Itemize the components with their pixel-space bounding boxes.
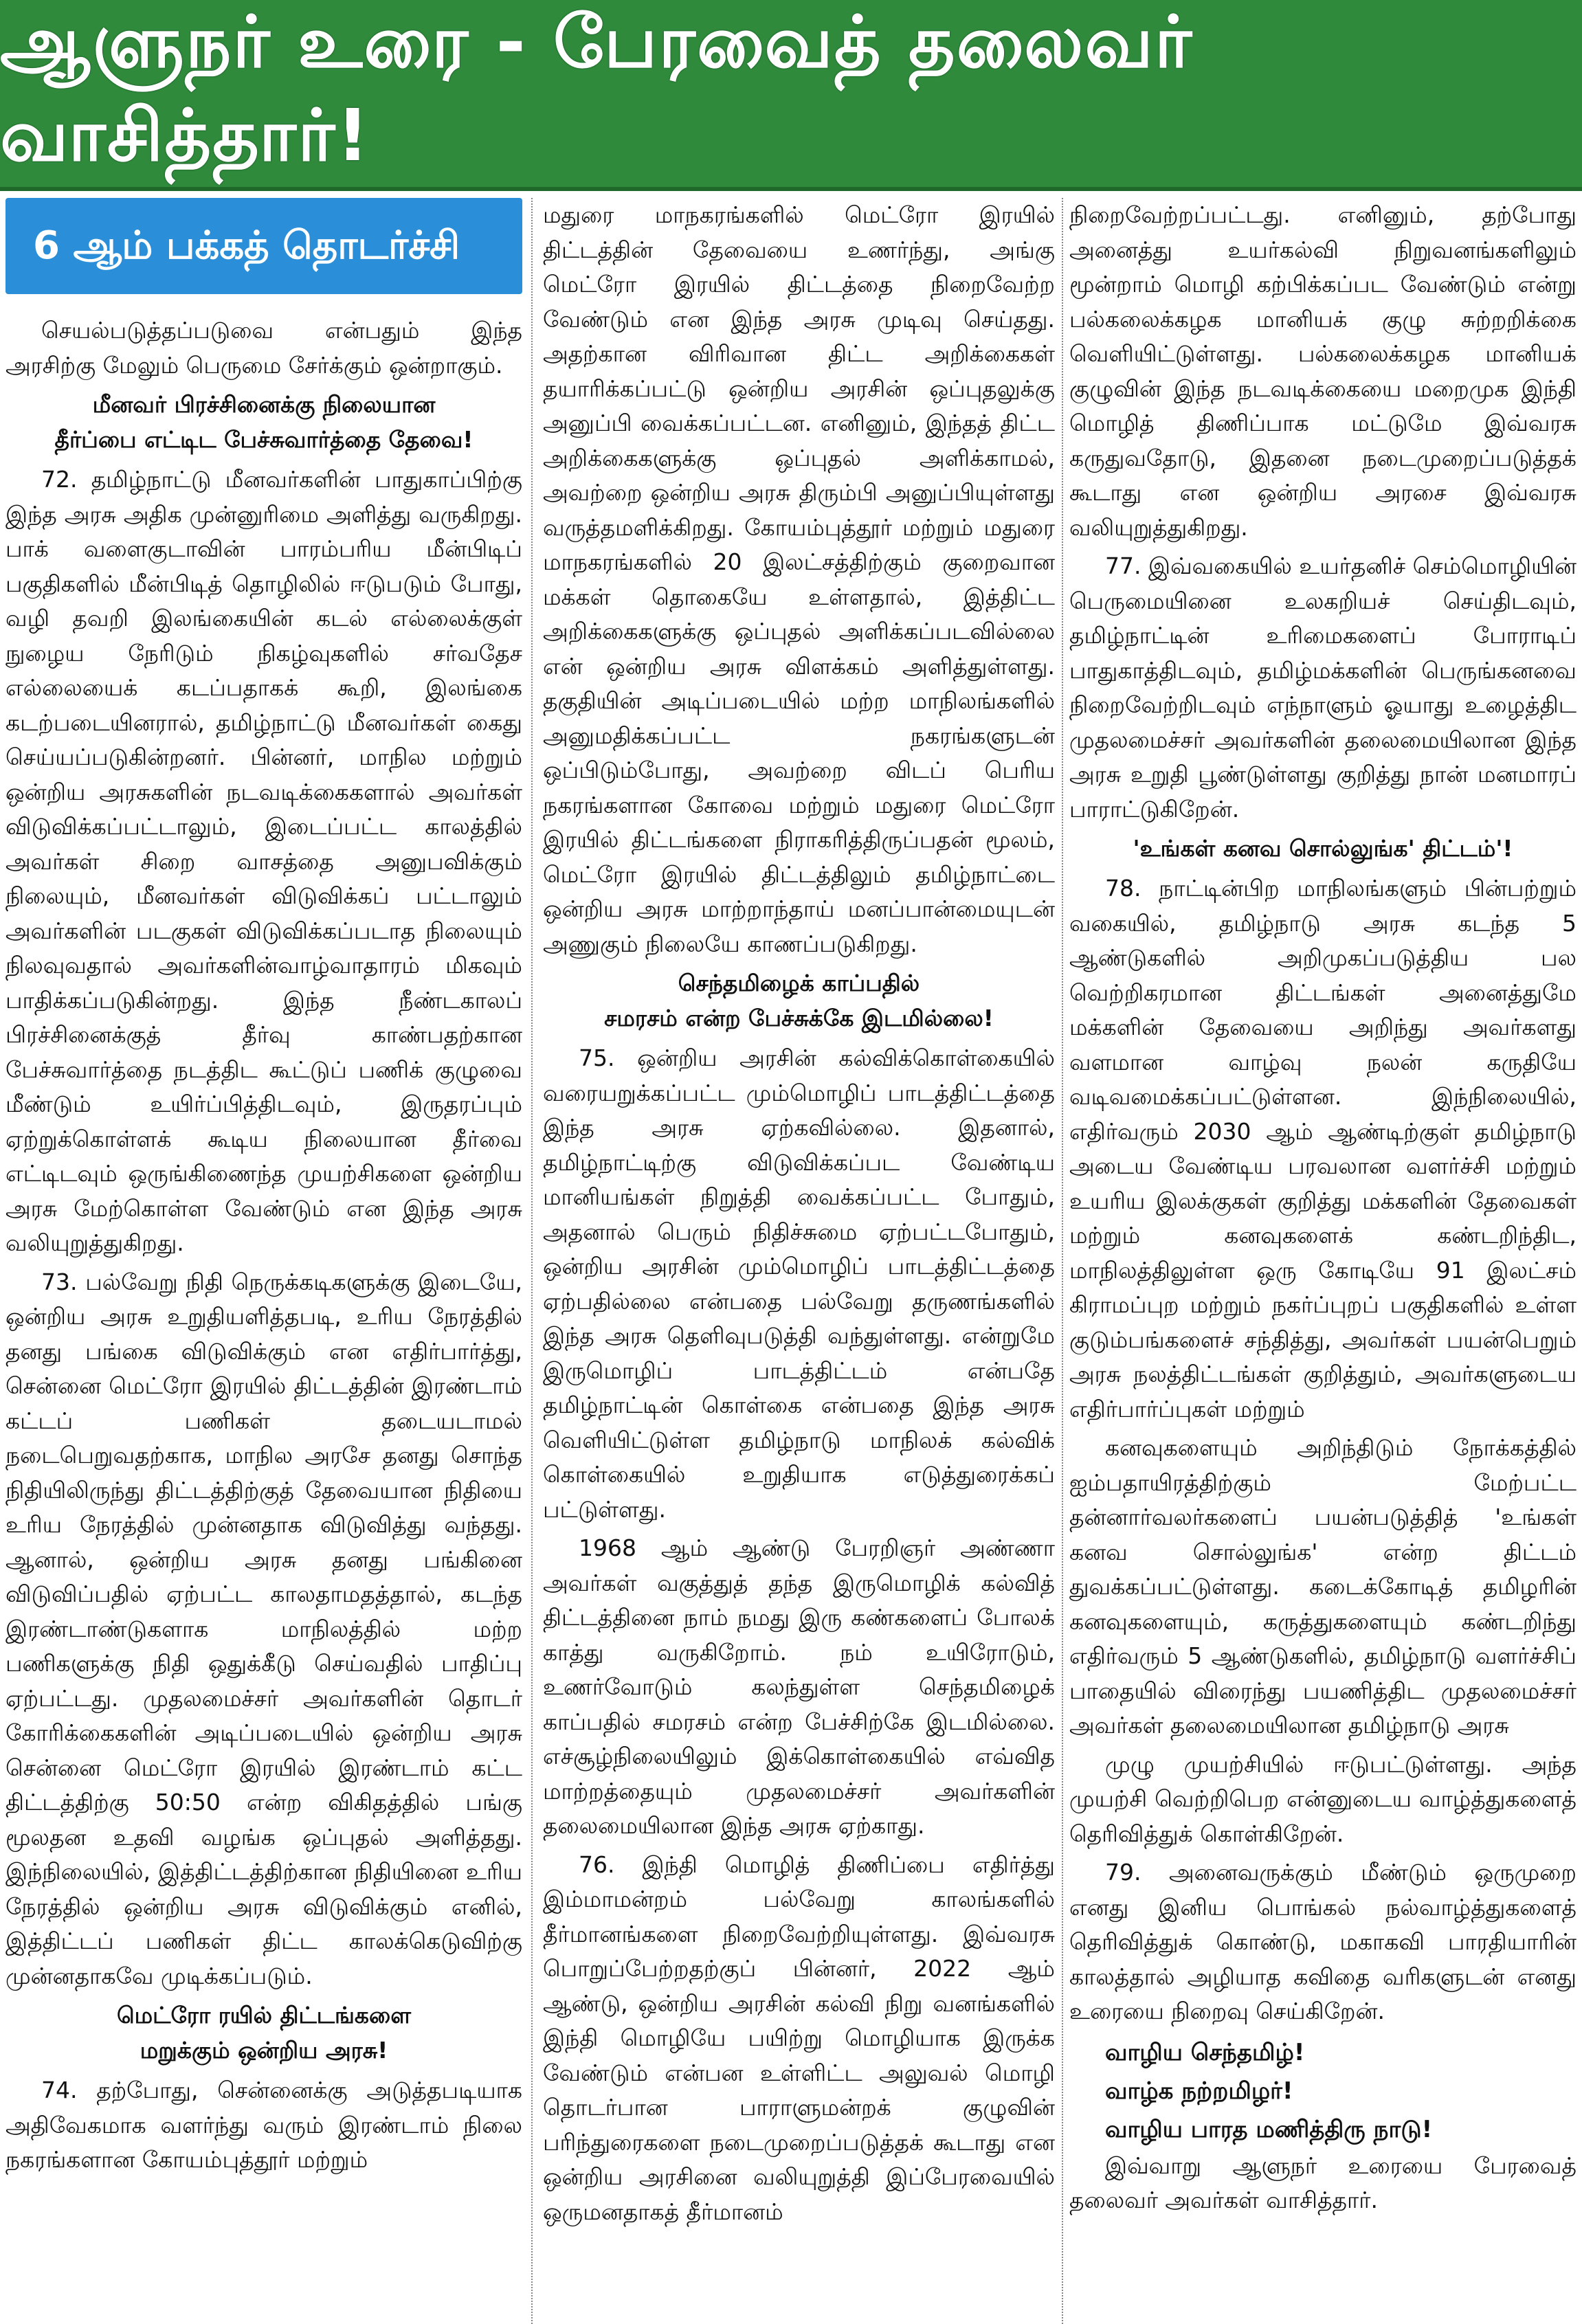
subheading-line: செந்தமிழைக் காப்பதில்: [678, 970, 920, 996]
headline-banner: [0, 0, 1582, 191]
subheading-line: மீனவர் பிரச்சினைக்கு நிலையான: [92, 391, 436, 418]
subheading-line: மெட்ரோ ரயில் திட்டங்களை: [116, 2002, 412, 2029]
slogan-line: வாழிய செந்தமிழ்!: [1105, 2038, 1305, 2066]
continuation-label: 6 ஆம் பக்கத் தொடர்ச்சி: [5, 198, 522, 294]
paragraph-75: 75. ஒன்றிய அரசின் கல்விக்கொள்கையில் வரையறுக்கப்பட்ட மும்மொழிப் பாடத்திட்டத்தை இந்த அரசு ஏற்கவில்லை. இதனால், தமிழ்நாட்டிற்கு விடுவிக்கப்பட வேண்டிய மானியங்கள் நிறுத்தி வைக்கப்பட்ட போதும், அதனால் பெரும் நிதிச்சுமை ஏற்பட்டபோதும், ஒன்றிய அரசின் மும்மொழிப் பாடத்திட்டத்தை ஏற்பதில்லை என்பதை பல்வேறு தருணங்களில் இந்த அரசு தெளிவுபடுத்தி வந்துள்ளது. என்றுமே இருமொழிப் பாடத்திட்டம் என்பதே தமிழ்நாட்டின் கொள்கை என்பதை இந்த அரசு வெளியிட்டுள்ள தமிழ்நாடு மாநிலக் கல்விக் கொள்கையில் உறுதியாக எடுத்துரைக்கப் பட்டுள்ளது.: [543, 1044, 1055, 1523]
subheading-line: மறுக்கும் ஒன்றிய அரசு!: [140, 2037, 388, 2064]
paragraph-77: 77. இவ்வகையில் உயர்தனிச் செம்மொழியின் பெருமையினை உலகறியச் செய்திடவும், தமிழ்நாட்டின் உரிமைகளைப் போராடிப் பாதுகாத்திடவும், தமிழ்மக்களின் பெருங்கனவை நிறைவேற்றிடவும் எந்நாளும் ஓயாது உழைத்திட முதலமைச்சர் அவர்களின் தலைமையிலான இந்த அரசு உறுதி பூண்டுள்ளது குறித்து நான் மனமாரப் பாராட்டுகிறேன்.: [1069, 552, 1577, 823]
paragraph-78: 78. நாட்டின்பிற மாநிலங்களும் பின்பற்றும் வகையில், தமிழ்நாடு அரசு கடந்த 5 ஆண்டுகளில் அறிமுகப்படுத்திய பல வெற்றிகரமான திட்டங்கள் அனைத்துமே மக்களின் தேவையை அறிந்து அவர்களது வளமான வாழ்வு நலன் கருதியே வடிவமைக்கப்பட்டுள்ளன. இந்நிலையில், எதிர்வரும் 2030 ஆம் ஆண்டிற்குள் தமிழ்நாடு அடைய வேண்டிய பரவலான வளர்ச்சி மற்றும் உயரிய இலக்குகள் குறித்து மக்களின் தேவைகள் மற்றும் கனவுகளைக் கண்டறிந்திட, மாநிலத்திலுள்ள ஒரு கோடியே 91 இலட்சம் கிராமப்புற மற்றும் நகர்ப்புறப் பகுதிகளில் உள்ள குடும்பங்களைச் சந்தித்து, அவர்கள் பயன்பெறும் அரசு நலத்திட்டங்கள் குறித்தும், அவர்களுடைய எதிர்பார்ப்புகள் மற்றும்: [1069, 875, 1577, 1422]
paragraph-1968: 1968 ஆம் ஆண்டு பேரறிஞர் அண்ணா அவர்கள் வகுத்துத் தந்த இருமொழிக் கல்வித் திட்டத்தினை நாம் நமது இரு கண்களைப் போலக் காத்து வருகிறோம். நம் உயிரோடும், உணர்வோடும் கலந்துள்ள செந்தமிழைக் காப்பதில் சமரசம் என்ற பேச்சிற்கே இடமில்லை. எச்சூழ்நிலையிலும் இக்கொள்கையில் எவ்வித மாற்றத்தையும் முதலமைச்சர் அவர்களின் தலைமையிலான இந்த அரசு ஏற்காது.: [543, 1534, 1055, 1839]
paragraph-79: 79. அனைவருக்கும் மீண்டும் ஒருமுறை எனது இனிய பொங்கல் நல்வாழ்த்துகளைத் தெரிவித்துக் கொண்டு, மகாகவி பாரதியாரின் காலத்தால் அழியாத கவிதை வரிகளுடன் எனது உரையை நிறைவு செய்கிறேன்.: [1069, 1859, 1577, 2024]
headline-title: ஆளுநர் உரை - பேரவைத் தலைவர் வாசித்தார்!: [0, 0, 1194, 177]
subheading-line: சமரசம் என்ற பேச்சுக்கே இடமில்லை!: [604, 1005, 994, 1031]
subheading-metro: [5, 1998, 522, 2068]
column-2: [543, 198, 1055, 2324]
subheading-tamil: [543, 965, 1055, 1036]
paragraph-76: 76. இந்தி மொழித் திணிப்பை எதிர்த்து இம்மாமன்றம் பல்வேறு காலங்களில் தீர்மானங்களை நிறைவேற்றியுள்ளது. இவ்வரசு பொறுப்பேற்றதற்குப் பின்னர், 2022 ஆம் ஆண்டு, ஒன்றிய அரசின் கல்வி நிறு வனங்களில் இந்தி மொழியே பயிற்று மொழியாக இருக்க வேண்டும் என்பன உள்ளிட்ட அலுவல் மொழி தொடர்பான பாராளுமன்றக் குழுவின் பரிந்துரைகளை நடைமுறைப்படுத்தக் கூடாது என ஒன்றிய அரசினை வலியுறுத்தி இப்பேரவையில் ஒருமனதாகத் தீர்மானம்: [543, 1851, 1055, 2225]
column-divider: [531, 198, 533, 2324]
subheading-dreams-scheme: 'உங்கள் கனவ சொல்லுங்க' திட்டம்'!: [1133, 835, 1513, 862]
paragraph-effort: முழு முயற்சியில் ஈடுபட்டுள்ளது. அந்த முயற்சி வெற்றிபெற என்னுடைய வாழ்த்துகளைத் தெரிவித்துக் கொள்கிறேன்.: [1069, 1750, 1577, 1847]
paragraph-76-continued: நிறைவேற்றப்பட்டது. எனினும், தற்போது அனைத்து உயர்கல்வி நிறுவனங்களிலும் மூன்றாம் மொழி கற்பிக்கப்பட வேண்டும் என்று பல்கலைக்கழக மானியக் குழு சுற்றறிக்கை வெளியிட்டுள்ளது. பல்கலைக்கழக மானியக் குழுவின் இந்த நடவடிக்கையை மறைமுக இந்தி மொழித் திணிப்பாக மட்டுமே இவ்வரசு கருதுவதோடு, இதனை நடைமுறைப்படுத்தக் கூடாது என ஒன்றிய அரசை இவ்வரசு வலியுறுத்துகிறது.: [1069, 201, 1577, 541]
paragraph-dreams-continued: கனவுகளையும் அறிந்திடும் நோக்கத்தில் ஐம்பதாயிரத்திற்கும் மேற்பட்ட தன்னார்வலர்களைப் பயன்படுத்தித் 'உங்கள் கனவ சொல்லுங்க' என்ற திட்டம் துவக்கப்பட்டுள்ளது. கடைக்கோடித் தமிழரின் கனவுகளையும், கருத்துகளையும் கண்டறிந்து எதிர்வரும் 5 ஆண்டுகளில், தமிழ்நாடு வளர்ச்சிப் பாதையில் விரைந்து பயணித்திட முதலமைச்சர் அவர்கள் தலைமையிலான தமிழ்நாடு அரசு: [1069, 1434, 1577, 1739]
column-1: [5, 198, 522, 2324]
article-columns: [0, 198, 1582, 2324]
column-divider: [1062, 198, 1063, 2324]
paragraph-72: 72. தமிழ்நாட்டு மீனவர்களின் பாதுகாப்பிற்கு இந்த அரசு அதிக முன்னுரிமை அளித்து வருகிறது. பாக் வளைகுடாவின் பாரம்பரிய மீன்பிடிப் பகுதிகளில் மீன்பிடித் தொழிலில் ஈடுபடும் போது, வழி தவறி இலங்கையின் கடல் எல்லைக்குள் நுழைய நேரிடும் நிகழ்வுகளில் சர்வதேச எல்லையைக் கடப்பதாகக் கூறி, இலங்கை கடற்படையினரால், தமிழ்நாட்டு மீனவர்கள் கைது செய்யப்படுகின்றனர். பின்னர், மாநில மற்றும் ஒன்றிய அரசுகளின் நடவடிக்கைகளால் அவர்கள் விடுவிக்கப்பட்டாலும், இடைப்பட்ட காலத்தில் அவர்கள் சிறை வாசத்தை அனுபவிக்கும் நிலையும், மீனவர்கள் விடுவிக்கப் பட்டாலும் அவர்களின் படகுகள் விடுவிக்கப்படாத நிலையும் நிலவுவதால் அவர்களின்வாழ்வாதாரம் மிகவும் பாதிக்கப்படுகின்றது. இந்த நீண்டகாலப் பிரச்சினைக்குத் தீர்வு காண்பதற்கான பேச்சுவார்த்தை நடத்திட கூட்டுப் பணிக் குழுவை மீண்டும் உயிர்ப்பித்திடவும், இருதரப்பும் ஏற்றுக்கொள்ளக் கூடிய நிலையான தீர்வை எட்டிடவும் ஒருங்கிணைந்த முயற்சிகளை ஒன்றிய அரசு மேற்கொள்ள வேண்டும் என இந்த அரசு வலியுறுத்துகிறது.: [5, 466, 522, 1256]
paragraph-intro: செயல்படுத்தப்படுவை என்பதும் இந்த அரசிற்கு மேலும் பெருமை சேர்க்கும் ஒன்றாகும்.: [5, 317, 522, 379]
column-3: [1069, 198, 1577, 2324]
subheading-fishermen: [5, 387, 522, 457]
slogan-line: வாழ்க நற்றமிழர்!: [1105, 2077, 1293, 2105]
paragraph-closing: இவ்வாறு ஆளுநர் உரையை பேரவைத் தலைவர் அவர்கள் வாசித்தார்.: [1069, 2152, 1577, 2213]
paragraph-74-continued: மதுரை மாநகரங்களில் மெட்ரோ இரயில் திட்டத்தின் தேவையை உணர்ந்து, அங்கு மெட்ரோ இரயில் திட்டத்தை நிறைவேற்ற வேண்டும் என இந்த அரசு முடிவு செய்தது. அதற்கான விரிவான திட்ட அறிக்கைகள் தயாரிக்கப்பட்டு ஒன்றிய அரசின் ஒப்புதலுக்கு அனுப்பி வைக்கப்பட்டன. எனினும், இந்தத் திட்ட அறிக்கைகளுக்கு ஒப்புதல் அளிக்காமல், அவற்றை ஒன்றிய அரசு திரும்பி அனுப்பியுள்ளது வருத்தமளிக்கிறது. கோயம்புத்தூர் மற்றும் மதுரை மாநகரங்களில் 20 இலட்சத்திற்கும் குறைவான மக்கள் தொகையே உள்ளதால், இத்திட்ட அறிக்கைகளுக்கு ஒப்புதல் அளிக்கப்படவில்லை என் ஒன்றிய அரசு விளக்கம் அளித்துள்ளது. தகுதியின் அடிப்படையில் மற்ற மாநிலங்களில் அனுமதிக்கப்பட்ட நகரங்களுடன் ஒப்பிடும்போது, அவற்றை விடப் பெரிய நகரங்களான கோவை மற்றும் மதுரை மெட்ரோ இரயில் திட்டங்களை நிராகரித்திருப்பதன் மூலம், மெட்ரோ இரயில் திட்டத்திலும் தமிழ்நாட்டை ஒன்றிய அரசு மாற்றாந்தாய் மனப்பான்மையுடன் அணுகும் நிலையே காணப்படுகிறது.: [543, 201, 1055, 957]
slogan-line: வாழிய பாரத மணித்திரு நாடு!: [1105, 2115, 1433, 2143]
paragraph-73: 73. பல்வேறு நிதி நெருக்கடிகளுக்கு இடையே, ஒன்றிய அரசு உறுதியளித்தபடி, உரிய நேரத்தில் தனது பங்கை விடுவிக்கும் என எதிர்பார்த்து, சென்னை மெட்ரோ இரயில் திட்டத்தின் இரண்டாம் கட்டப் பணிகள் தடையடாமல் நடைபெறுவதற்காக, மாநில அரசே தனது சொந்த நிதியிலிருந்து திட்டத்திற்குத் தேவையான நிதியை உரிய நேரத்தில் முன்னதாக விடுவித்து வந்தது. ஆனால், ஒன்றிய அரசு தனது பங்கினை விடுவிப்பதில் ஏற்பட்ட காலதாமதத்தால், கடந்த இரண்டாண்டுகளாக மாநிலத்தில் மற்ற பணிகளுக்கு நிதி ஒதுக்கீடு செய்வதில் பாதிப்பு ஏற்பட்டது. முதலமைச்சர் அவர்களின் தொடர் கோரிக்கைகளின் அடிப்படையில் ஒன்றிய அரசு சென்னை மெட்ரோ இரயில் இரண்டாம் கட்ட திட்டத்திற்கு 50:50 என்ற விகிதத்தில் பங்கு மூலதன உதவி வழங்க ஒப்புதல் அளித்தது. இந்நிலையில், இத்திட்டத்திற்கான நிதியினை உரிய நேரத்தில் ஒன்றிய அரசு விடுவிக்கும் எனில், இத்திட்டப் பணிகள் திட்ட காலக்கெடுவிற்கு முன்னதாகவே முடிக்கப்படும்.: [5, 1268, 522, 1989]
subheading-line: தீர்ப்பை எட்டிட பேச்சுவார்த்தை தேவை!: [54, 426, 474, 453]
paragraph-74: 74. தற்போது, சென்னைக்கு அடுத்தபடியாக அதிவேகமாக வளர்ந்து வரும் இரண்டாம் நிலை நகரங்களான கோயம்புத்தூர் மற்றும்: [5, 2077, 522, 2173]
